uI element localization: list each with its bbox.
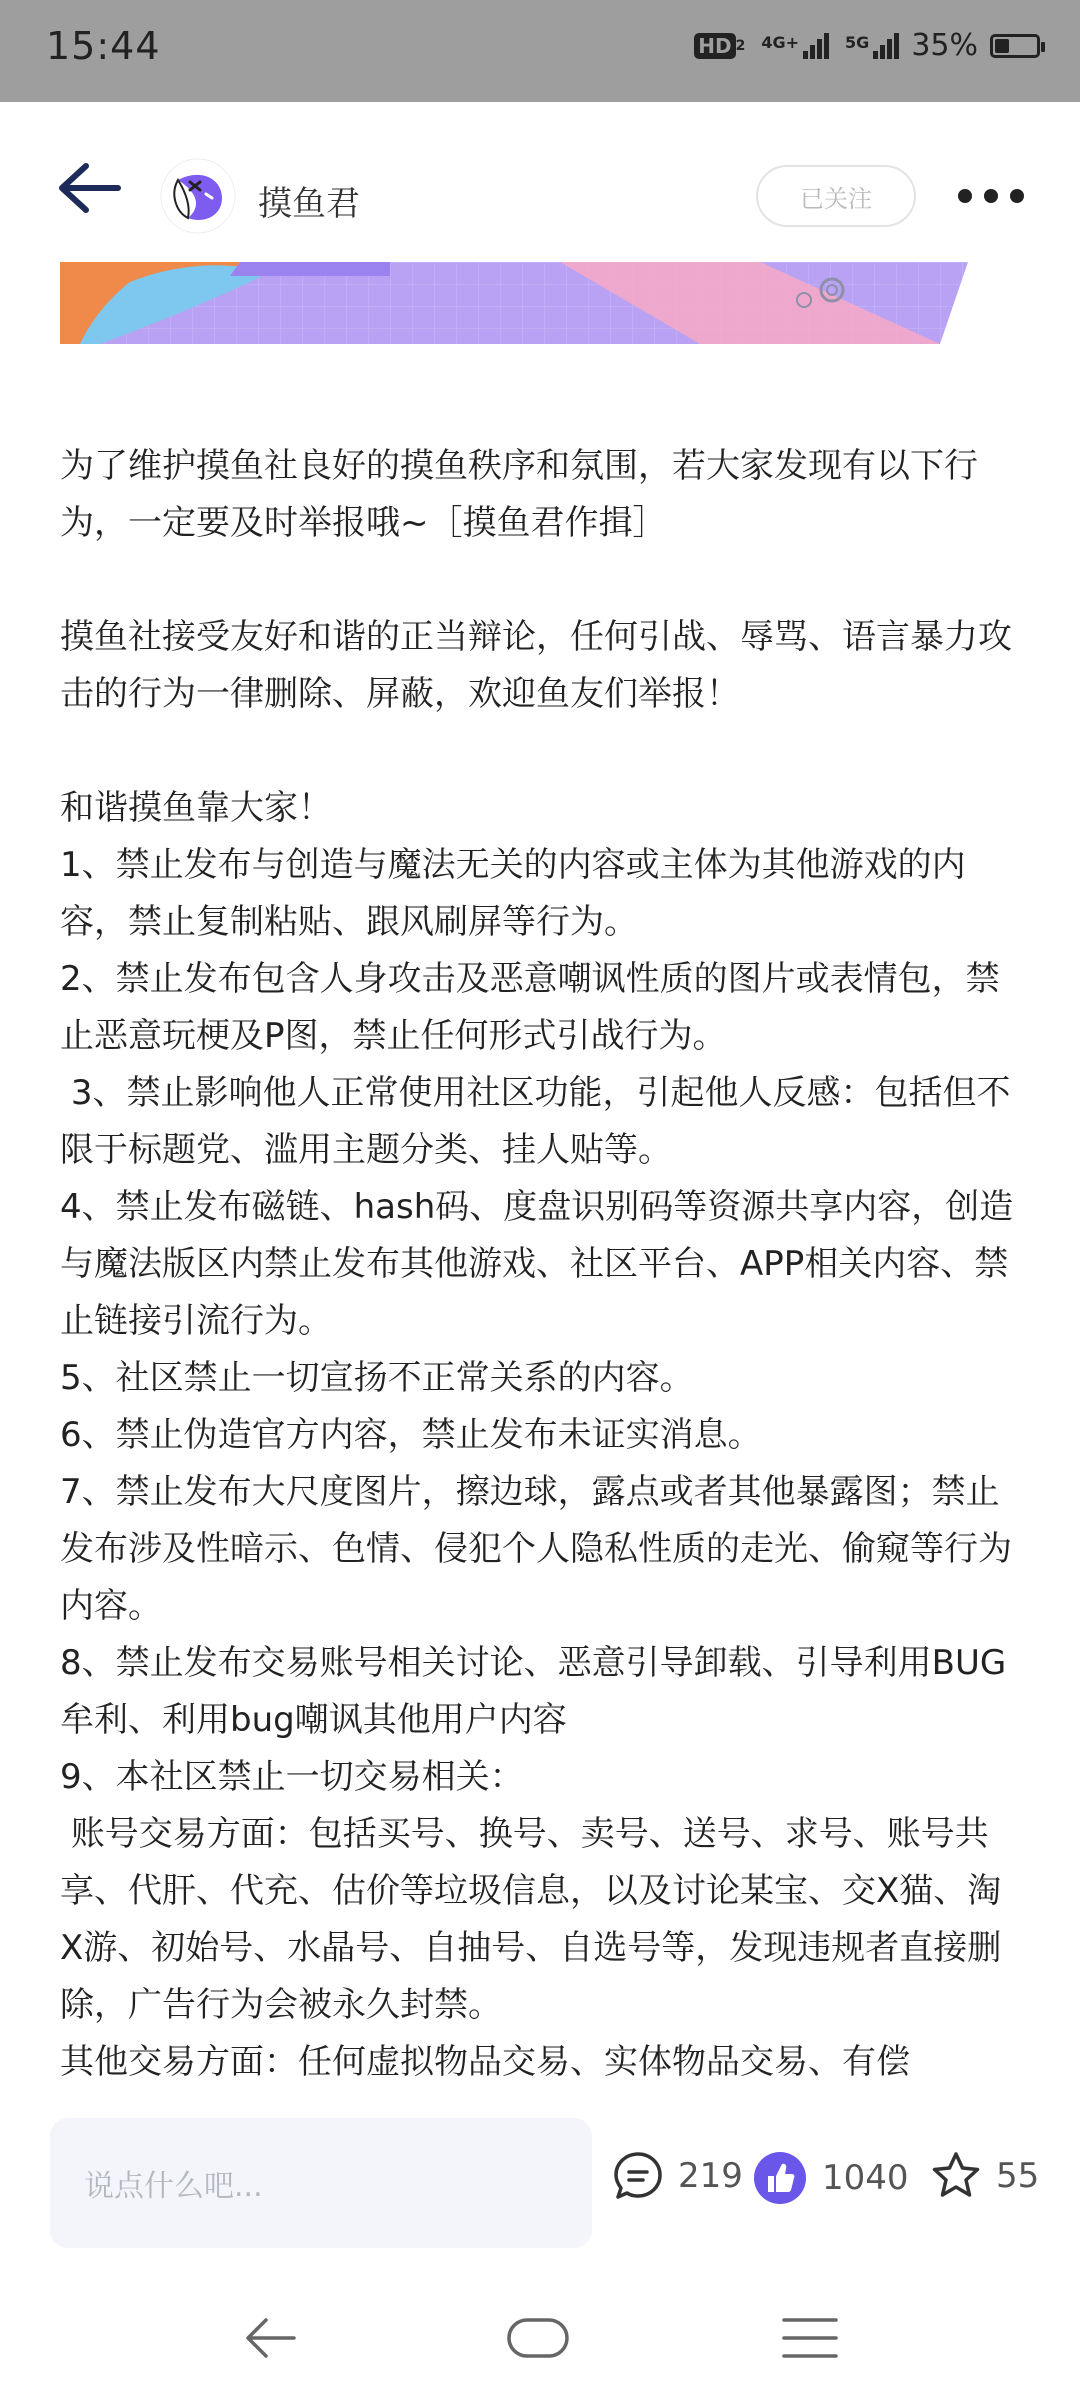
bottom-action-bar bbox=[0, 2100, 1080, 2250]
follow-button[interactable]: 已关注 bbox=[756, 165, 916, 227]
comment-count: 219 bbox=[678, 2156, 743, 2196]
signal-5g-icon: 5G bbox=[845, 33, 899, 59]
post-paragraph: 2、禁止发布包含人身攻击及恶意嘲讽性质的图片或表情包，禁止恶意玩梗及P图，禁止任何形式引战行为。 bbox=[60, 959, 1000, 1056]
hd-voice-icon: HD 2 bbox=[694, 33, 745, 59]
comment-input[interactable]: 说点什么吧... bbox=[50, 2118, 592, 2248]
author-name[interactable]: 摸鱼君 bbox=[258, 184, 360, 224]
nav-menu-icon bbox=[780, 2310, 840, 2366]
more-dots-icon bbox=[958, 189, 972, 203]
favorite-button[interactable] bbox=[930, 2150, 1039, 2202]
status-icons bbox=[694, 28, 1040, 63]
more-options-button[interactable] bbox=[958, 186, 1024, 206]
favorite-count: 55 bbox=[996, 2156, 1040, 2196]
like-button[interactable] bbox=[752, 2150, 909, 2206]
paragraph-spacer bbox=[60, 552, 1020, 609]
post-paragraph: 和谐摸鱼靠大家！ bbox=[60, 788, 332, 828]
post-paragraph: 为了维护摸鱼社良好的摸鱼秩序和氛围，若大家发现有以下行为，一定要及时举报哦~［摸鱼君作揖］ bbox=[60, 446, 978, 543]
status-bar bbox=[0, 0, 1080, 102]
status-time: 15:44 bbox=[46, 24, 161, 68]
like-count: 1040 bbox=[822, 2158, 909, 2198]
battery-percent: 35% bbox=[911, 28, 978, 63]
post-paragraph: 其他交易方面：任何虚拟物品交易、实体物品交易、有偿 bbox=[60, 2042, 910, 2082]
battery-icon bbox=[990, 34, 1040, 58]
post-header bbox=[0, 102, 1080, 260]
battery-level bbox=[995, 39, 1009, 53]
back-button[interactable] bbox=[54, 158, 124, 218]
system-nav-bar bbox=[0, 2280, 1080, 2400]
nav-back-icon bbox=[242, 2310, 298, 2366]
post-paragraph: 5、社区禁止一切宣扬不正常关系的内容。 bbox=[60, 1358, 694, 1398]
post-paragraph: 8、禁止发布交易账号相关讨论、恶意引导卸载、引导利用BUG牟利、利用bug嘲讽其他用户内容 bbox=[60, 1643, 1007, 1740]
like-icon bbox=[752, 2150, 808, 2206]
banner-illustration bbox=[60, 262, 968, 344]
nav-menu-button[interactable] bbox=[780, 2310, 840, 2370]
post-content bbox=[60, 438, 1020, 2091]
nav-back-button[interactable] bbox=[242, 2310, 298, 2370]
post-paragraph: 7、禁止发布大尺度图片，擦边球，露点或者其他暴露图；禁止发布涉及性暗示、色情、侵犯个人隐私性质的走光、偷窥等行为内容。 bbox=[60, 1472, 1012, 1626]
comment-button[interactable] bbox=[612, 2150, 743, 2202]
post-paragraph: 4、禁止发布磁链、hash码、度盘识别码等资源共享内容，创造与魔法版区内禁止发布其他游戏、社区平台、APP相关内容、禁止链接引流行为。 bbox=[60, 1187, 1014, 1341]
signal-4g-icon: 4G+ bbox=[761, 33, 829, 59]
paragraph-spacer bbox=[60, 723, 1020, 780]
comment-icon bbox=[612, 2150, 664, 2202]
post-paragraph: 账号交易方面：包括买号、换号、卖号、送号、求号、账号共享、代肝、代充、估价等垃圾信息，以及讨论某宝、交X猫、淘X游、初始号、水晶号、自抽号、自选号等，发现违规者直接删除，广告行为会被永久封禁。 bbox=[60, 1814, 1002, 2025]
nav-home-button[interactable] bbox=[506, 2310, 570, 2370]
post-paragraph: 9、本社区禁止一切交易相关： bbox=[60, 1757, 524, 1797]
arrow-left-icon bbox=[54, 158, 124, 218]
author-avatar[interactable] bbox=[160, 158, 236, 234]
post-paragraph: 3、禁止影响他人正常使用社区功能，引起他人反感：包括但不限于标题党、滥用主题分类、挂人贴等。 bbox=[60, 1073, 1011, 1170]
post-banner-image[interactable] bbox=[60, 262, 968, 344]
post-paragraph: 1、禁止发布与创造与魔法无关的内容或主体为其他游戏的内容，禁止复制粘贴、跟风刷屏等行为。 bbox=[60, 845, 966, 942]
star-icon bbox=[930, 2150, 982, 2202]
post-paragraph: 6、禁止伪造官方内容，禁止发布未证实消息。 bbox=[60, 1415, 762, 1455]
nav-home-icon bbox=[506, 2310, 570, 2366]
post-paragraph: 摸鱼社接受友好和谐的正当辩论，任何引战、辱骂、语言暴力攻击的行为一律删除、屏蔽，欢迎鱼友们举报！ bbox=[60, 617, 1012, 714]
fish-mascot-icon bbox=[160, 158, 236, 234]
